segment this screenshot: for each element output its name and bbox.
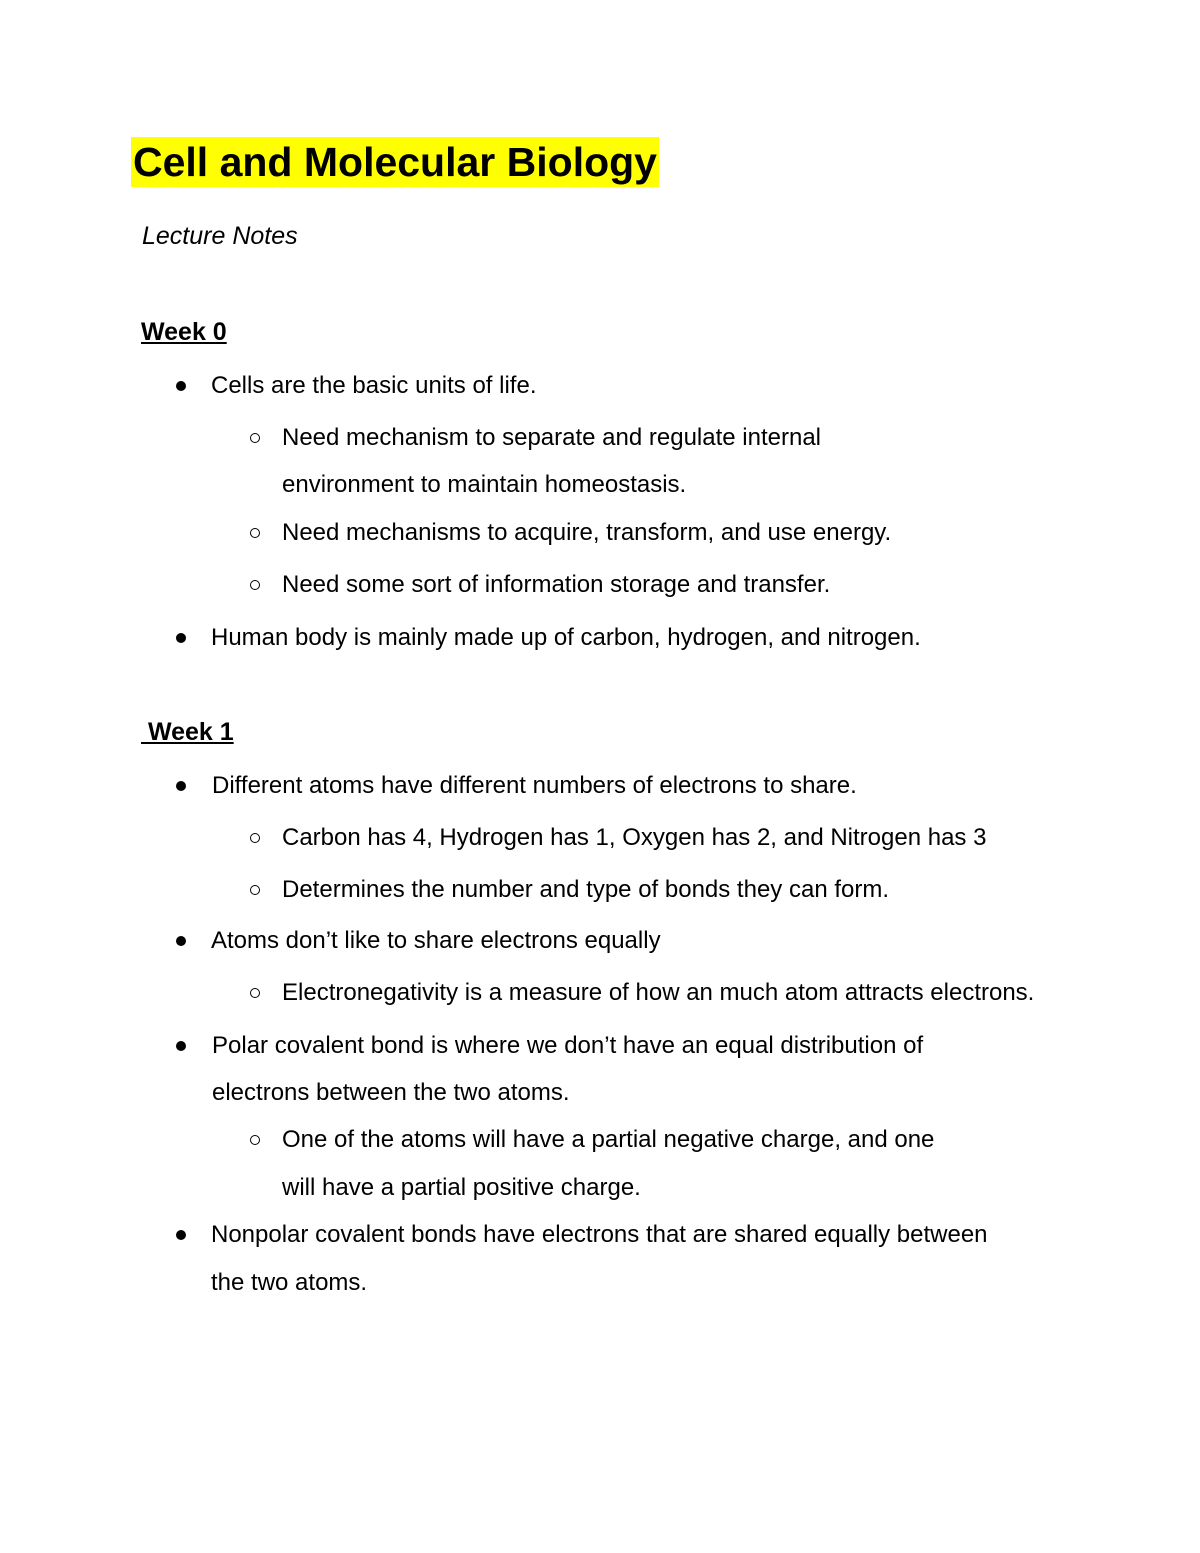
sub-list-item: Determines the number and type of bonds they can form.	[282, 876, 889, 903]
sub-bullet-icon	[250, 822, 260, 854]
bullet-icon	[176, 1030, 186, 1062]
sub-list-item-continuation: environment to maintain homeostasis.	[282, 471, 687, 498]
list-item-continuation: the two atoms.	[211, 1269, 368, 1296]
bullet-icon	[176, 770, 186, 802]
list-item: Atoms don’t like to share electrons equally	[211, 927, 661, 954]
bullet-icon	[176, 370, 186, 402]
sub-list-item-continuation: will have a partial positive charge.	[282, 1174, 641, 1201]
sub-list-item: Need some sort of information storage and transfer.	[282, 571, 831, 598]
bullet-icon	[176, 925, 186, 957]
list-item: Nonpolar covalent bonds have electrons that are shared equally between	[211, 1221, 988, 1248]
bullet-icon	[176, 1219, 186, 1251]
sub-list-item: Carbon has 4, Hydrogen has 1, Oxygen has 2, and Nitrogen has 3	[282, 824, 987, 851]
sub-bullet-icon	[250, 1124, 260, 1156]
sub-bullet-icon	[250, 422, 260, 454]
list-item-continuation: electrons between the two atoms.	[212, 1079, 570, 1106]
document-subtitle: Lecture Notes	[142, 222, 298, 250]
list-item: Cells are the basic units of life.	[211, 372, 537, 399]
list-item: Different atoms have different numbers of electrons to share.	[212, 772, 857, 799]
week-1-heading: Week 1	[141, 718, 234, 746]
list-item: Polar covalent bond is where we don’t have an equal distribution of	[212, 1032, 924, 1059]
document-title: Cell and Molecular Biology	[133, 139, 657, 185]
sub-bullet-icon	[250, 977, 260, 1009]
week-0-heading: Week 0	[141, 318, 227, 346]
sub-list-item: Electronegativity is a measure of how an much atom attracts electrons.	[282, 979, 1035, 1006]
bullet-icon	[176, 622, 186, 654]
sub-bullet-icon	[250, 569, 260, 601]
sub-bullet-icon	[250, 874, 260, 906]
sub-bullet-icon	[250, 517, 260, 549]
sub-list-item: Need mechanism to separate and regulate internal	[282, 424, 821, 451]
sub-list-item: One of the atoms will have a partial negative charge, and one	[282, 1126, 935, 1153]
list-item: Human body is mainly made up of carbon, hydrogen, and nitrogen.	[211, 624, 921, 651]
sub-list-item: Need mechanisms to acquire, transform, and use energy.	[282, 519, 892, 546]
